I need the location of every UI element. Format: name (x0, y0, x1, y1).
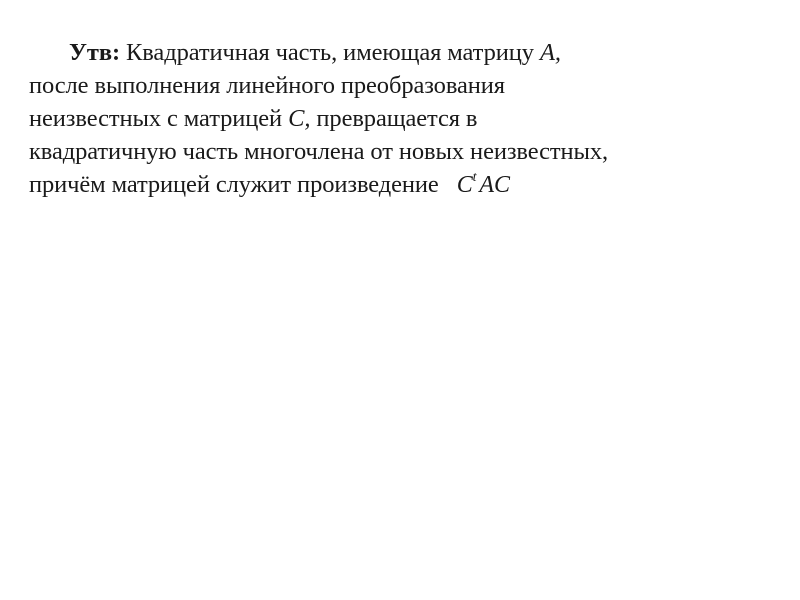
formula-transpose-superscript: t (472, 170, 477, 185)
statement-line-3-end: превращается в (316, 105, 478, 132)
statement-text (29, 36, 789, 202)
statement-line-1-text: Квадратичная часть, имеющая матрицу (126, 39, 534, 66)
statement-line-5-text: причём матрицей служит произведение (29, 171, 439, 198)
statement-line-2: после выполнения линейного преобразования (29, 72, 505, 99)
matrix-c-variable: C, (288, 105, 311, 132)
statement-line-4: квадратичную часть многочлена от новых неизвестных, (29, 138, 609, 165)
formula-base: C (456, 172, 473, 198)
formula-rest: AC (479, 172, 510, 198)
statement-label: Утв: (69, 39, 121, 66)
product-formula (457, 172, 510, 198)
statement-line-5 (29, 168, 789, 202)
statement-line-1 (29, 36, 789, 69)
statement-line-3-start: неизвестных с матрицей (29, 105, 283, 132)
statement-line-3 (29, 102, 789, 135)
matrix-a-variable: A, (539, 39, 561, 66)
